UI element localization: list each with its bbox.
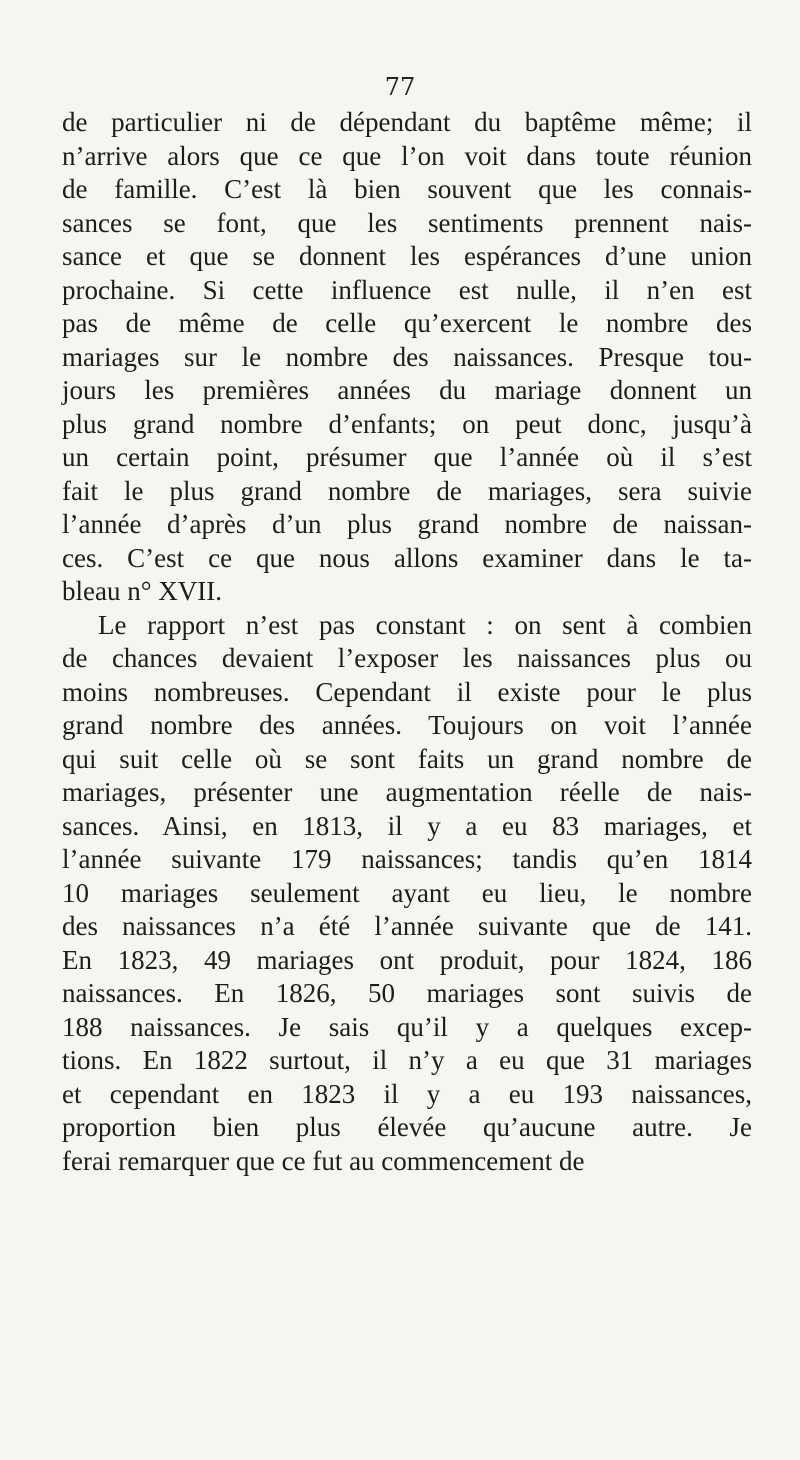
text-line: proportion bien plus élevée qu’aucune autre. Je — [62, 1112, 752, 1142]
text-line: jours les premières années du mariage donnent un — [62, 375, 752, 405]
text-line: 188 naissances. Je sais qu’il y a quelques excep- — [62, 1011, 752, 1042]
text-line: des naissances n’a été l’année suivante que de 141. — [62, 911, 752, 941]
text-line: pas de même de celle qu’exercent le nombre des — [62, 308, 752, 338]
text-line: qui suit celle où se sont faits un grand nombre de — [62, 743, 752, 774]
text-line: En 1823, 49 mariages ont produit, pour 1824, 186 — [62, 944, 752, 975]
text-line: ferai remarquer que ce fut au commencement de — [62, 1145, 585, 1176]
text-line: l’année d’après d’un plus grand nombre de naissan- — [62, 509, 752, 539]
body-text — [62, 106, 752, 1178]
text-line: sances. Ainsi, en 1813, il y a eu 83 mariages, et — [62, 810, 752, 841]
text-line: de famille. C’est là bien souvent que les connais- — [62, 174, 752, 204]
text-line: plus grand nombre d’enfants; on peut donc, jusqu’à — [62, 408, 752, 439]
text-line: bleau n° XVII. — [62, 576, 222, 606]
text-line: sances se font, que les sentiments prennent nais- — [62, 207, 752, 238]
text-line: Le rapport n’est pas constant : on sent à combien — [98, 609, 752, 640]
text-line: l’année suivante 179 naissances; tandis qu’en 1814 — [62, 844, 752, 874]
text-line: naissances. En 1826, 50 mariages sont suivis de — [62, 978, 752, 1008]
text-line: mariages, présenter une augmentation réelle de nais- — [62, 777, 752, 807]
text-line: de particulier ni de dépendant du baptême même; il — [62, 107, 752, 137]
text-line: 10 mariages seulement ayant eu lieu, le nombre — [62, 877, 752, 908]
text-line: grand nombre des années. Toujours on voit l’année — [62, 710, 752, 740]
text-line: tions. En 1822 surtout, il n’y a eu que 31 mariages — [62, 1045, 752, 1075]
text-line: de chances devaient l’exposer les naissances plus ou — [62, 643, 752, 673]
text-line: moins nombreuses. Cependant il existe pour le plus — [62, 676, 752, 707]
text-line: un certain point, présumer que l’année où il s’est — [62, 442, 752, 472]
text-line: ces. C’est ce que nous allons examiner dans le ta- — [62, 542, 752, 573]
text-line: mariages sur le nombre des naissances. Presque tou- — [62, 341, 752, 372]
text-line: et cependant en 1823 il y a eu 193 naissances, — [62, 1078, 752, 1109]
text-line: n’arrive alors que ce que l’on voit dans toute réunion — [62, 140, 752, 171]
text-line: fait le plus grand nombre de mariages, sera suivie — [62, 475, 752, 506]
text-line: sance et que se donnent les espérances d’une union — [62, 241, 752, 271]
text-line: prochaine. Si cette influence est nulle, il n’en est — [62, 274, 752, 305]
page-number: 77 — [384, 73, 416, 101]
